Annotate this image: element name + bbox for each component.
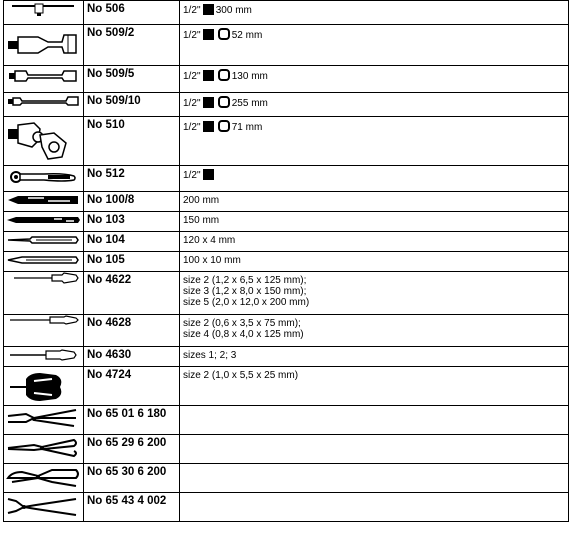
- spec-cell: [180, 347, 569, 367]
- spec-cell: [180, 406, 569, 435]
- spec-cell: [180, 166, 569, 192]
- stubby-screwdriver-icon: [4, 367, 84, 406]
- socket-drive-icon: [218, 120, 230, 132]
- spec-cell: [180, 493, 569, 522]
- chisel-icon: [4, 252, 84, 272]
- square-drive-icon: [203, 70, 214, 81]
- spec-cell: [180, 93, 569, 117]
- table-row: [4, 367, 569, 406]
- spec-line: [183, 370, 568, 381]
- table-row: [4, 25, 569, 66]
- bent-nose-pliers-icon: [4, 464, 84, 493]
- part-number: No 104: [84, 232, 180, 252]
- spec-line: [183, 215, 568, 226]
- drive-size: 1/2'': [183, 170, 201, 181]
- part-number: No 509/5: [84, 66, 180, 93]
- spec-cell: [180, 367, 569, 406]
- drive-size: 1/2'': [183, 5, 201, 16]
- flat-screwdriver-icon: [4, 272, 84, 315]
- part-number: No 509/2: [84, 25, 180, 66]
- t-handle-bar-icon: [4, 1, 84, 25]
- spec-text: sizes 1; 2; 3: [183, 350, 237, 361]
- spec-cell: [180, 272, 569, 315]
- phillips-screwdriver-icon: [4, 347, 84, 367]
- spec-line: [183, 318, 568, 329]
- part-number: No 4724: [84, 367, 180, 406]
- part-number: No 103: [84, 212, 180, 232]
- spec-line: [183, 275, 568, 286]
- file-icon: [4, 192, 84, 212]
- spec-line: [183, 286, 568, 297]
- spec-cell: [180, 66, 569, 93]
- part-number: No 65 01 6 180: [84, 406, 180, 435]
- part-number: No 4622: [84, 272, 180, 315]
- spec-cell: [180, 192, 569, 212]
- spec-line: [183, 69, 568, 82]
- spec-text: size 2 (1,2 x 6,5 x 125 mm);: [183, 275, 307, 286]
- part-number: No 65 30 6 200: [84, 464, 180, 493]
- spec-line: [183, 235, 568, 246]
- part-number: No 4628: [84, 315, 180, 347]
- spec-text: size 5 (2,0 x 12,0 x 200 mm): [183, 297, 310, 308]
- spec-text: 100 x 10 mm: [183, 255, 241, 266]
- socket-drive-icon: [218, 28, 230, 40]
- universal-joint-icon: [4, 117, 84, 166]
- drive-size: 1/2'': [183, 122, 201, 133]
- table-row: [4, 66, 569, 93]
- combination-pliers-icon: [4, 406, 84, 435]
- part-number: No 506: [84, 1, 180, 25]
- table-row: [4, 232, 569, 252]
- table-row: [4, 192, 569, 212]
- spec-cell: [180, 1, 569, 25]
- spec-text: 200 mm: [183, 195, 220, 206]
- spec-text: 130 mm: [231, 71, 268, 82]
- flat-file-icon: [4, 212, 84, 232]
- spec-line: [183, 28, 568, 41]
- spec-text: 255 mm: [231, 98, 268, 109]
- table-row: [4, 272, 569, 315]
- table-row: [4, 252, 569, 272]
- table-row: [4, 315, 569, 347]
- spec-line: [183, 350, 568, 361]
- spec-cell: [180, 464, 569, 493]
- part-number: No 4630: [84, 347, 180, 367]
- spec-cell: [180, 435, 569, 464]
- pin-punch-icon: [4, 232, 84, 252]
- table-row: [4, 435, 569, 464]
- spec-text: 52 mm: [231, 30, 263, 41]
- part-number: No 512: [84, 166, 180, 192]
- table-row: [4, 212, 569, 232]
- spec-line: [183, 195, 568, 206]
- spec-cell: [180, 232, 569, 252]
- square-drive-icon: [203, 4, 214, 15]
- table-row: [4, 464, 569, 493]
- part-number: No 105: [84, 252, 180, 272]
- table-row: [4, 166, 569, 192]
- spec-line: [183, 96, 568, 109]
- table-row: [4, 493, 569, 522]
- part-number: No 65 29 6 200: [84, 435, 180, 464]
- part-number: No 100/8: [84, 192, 180, 212]
- tool-catalog-table: [3, 0, 569, 522]
- socket-drive-icon: [218, 69, 230, 81]
- table-row: [4, 117, 569, 166]
- drive-size: 1/2'': [183, 30, 201, 41]
- square-drive-icon: [203, 29, 214, 40]
- drive-size: 1/2'': [183, 98, 201, 109]
- drive-size: 1/2'': [183, 71, 201, 82]
- spec-cell: [180, 252, 569, 272]
- spec-line: [183, 120, 568, 133]
- spec-text: 120 x 4 mm: [183, 235, 236, 246]
- spec-text: size 4 (0,8 x 4,0 x 125 mm): [183, 329, 304, 340]
- spec-line: [183, 4, 568, 16]
- square-drive-icon: [203, 169, 214, 180]
- spec-text: size 2 (0,6 x 3,5 x 75 mm);: [183, 318, 301, 329]
- spec-text: 71 mm: [231, 122, 263, 133]
- spec-line: [183, 297, 568, 308]
- spec-line: [183, 329, 568, 340]
- part-number: No 65 43 4 002: [84, 493, 180, 522]
- socket-drive-icon: [218, 96, 230, 108]
- ratchet-icon: [4, 166, 84, 192]
- part-number: No 510: [84, 117, 180, 166]
- spec-line: [183, 169, 568, 181]
- spec-cell: [180, 212, 569, 232]
- part-number: No 509/10: [84, 93, 180, 117]
- spec-line: [183, 255, 568, 266]
- spec-cell: [180, 315, 569, 347]
- spec-text: 300 mm: [215, 5, 252, 16]
- long-nose-pliers-icon: [4, 435, 84, 464]
- square-drive-icon: [203, 121, 214, 132]
- long-extension-bar-icon: [4, 93, 84, 117]
- spec-text: size 3 (1,2 x 8,0 x 150 mm);: [183, 286, 307, 297]
- table-row: [4, 93, 569, 117]
- table-row: [4, 347, 569, 367]
- circlip-pliers-icon: [4, 493, 84, 522]
- spec-cell: [180, 117, 569, 166]
- short-extension-bar-icon: [4, 25, 84, 66]
- square-drive-icon: [203, 97, 214, 108]
- spec-text: size 2 (1,0 x 5,5 x 25 mm): [183, 370, 299, 381]
- thin-screwdriver-icon: [4, 315, 84, 347]
- table-row: [4, 1, 569, 25]
- spec-text: 150 mm: [183, 215, 220, 226]
- medium-extension-bar-icon: [4, 66, 84, 93]
- spec-cell: [180, 25, 569, 66]
- table-row: [4, 406, 569, 435]
